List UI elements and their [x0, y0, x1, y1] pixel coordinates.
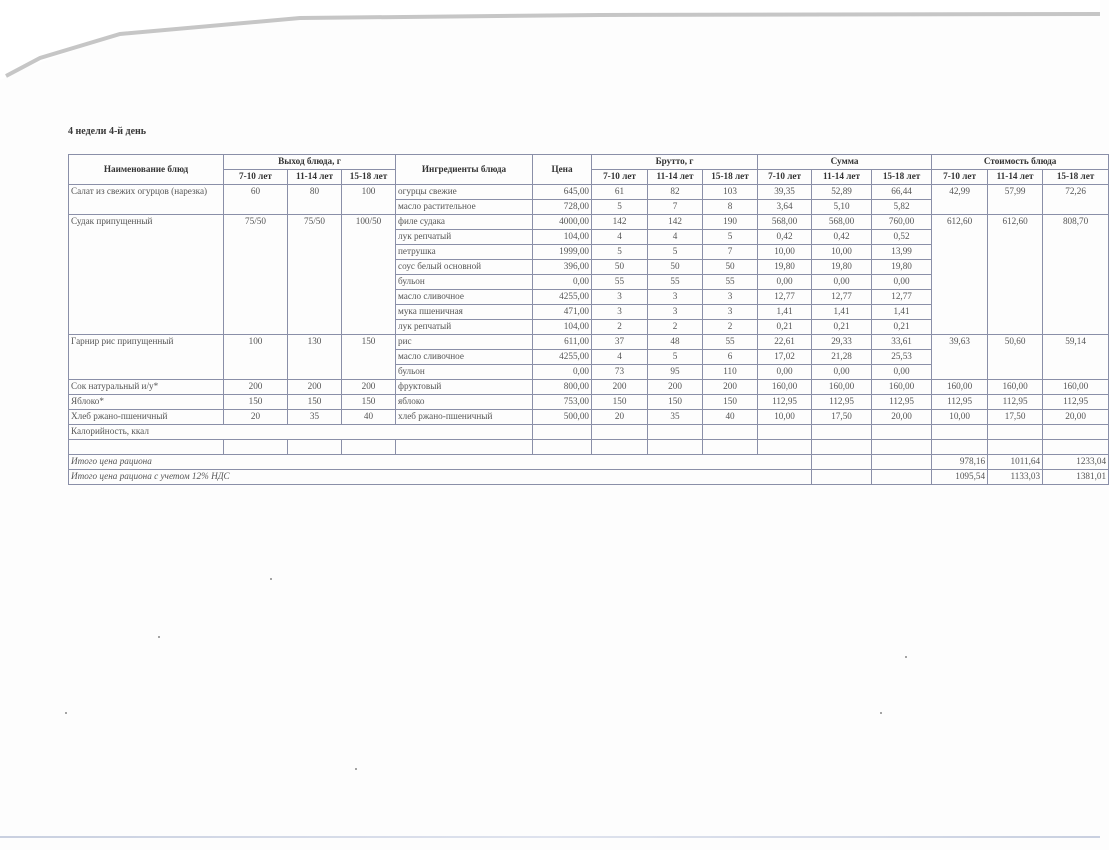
sum-cell: 19,80	[812, 260, 872, 275]
gross-cell: 55	[703, 335, 758, 350]
empty-row	[69, 440, 1109, 455]
cost-cell: 612,60	[932, 215, 988, 335]
age-header: 15-18 лет	[872, 170, 932, 185]
sum-cell: 568,00	[812, 215, 872, 230]
age-header: 11-14 лет	[812, 170, 872, 185]
gross-cell: 150	[648, 395, 703, 410]
gross-cell: 3	[703, 290, 758, 305]
sum-cell: 12,77	[758, 290, 812, 305]
sum-cell: 0,52	[872, 230, 932, 245]
table-row	[69, 335, 1109, 350]
total-vat-value: 1133,03	[988, 470, 1043, 485]
table-footer	[69, 425, 1109, 485]
gross-cell: 3	[648, 290, 703, 305]
gross-cell: 40	[703, 410, 758, 425]
sum-cell: 1,41	[872, 305, 932, 320]
yield-cell: 100	[224, 335, 288, 380]
gross-cell: 55	[648, 275, 703, 290]
sum-cell: 568,00	[758, 215, 812, 230]
sum-cell: 19,80	[872, 260, 932, 275]
age-header: 15-18 лет	[342, 170, 396, 185]
yield-cell: 75/50	[288, 215, 342, 335]
scan-speck	[65, 712, 67, 714]
table-row	[69, 410, 1109, 425]
cost-cell: 160,00	[1043, 380, 1109, 395]
cost-cell: 59,14	[1043, 335, 1109, 380]
sum-cell: 21,28	[812, 350, 872, 365]
gross-cell: 5	[592, 245, 648, 260]
table-body	[69, 185, 1109, 425]
gross-cell: 6	[703, 350, 758, 365]
cost-cell: 20,00	[1043, 410, 1109, 425]
ingredient-cell: лук репчатый	[396, 320, 533, 335]
ingredient-cell: филе судака	[396, 215, 533, 230]
total-value: 978,16	[932, 455, 988, 470]
table-row	[69, 380, 1109, 395]
sum-cell: 12,77	[812, 290, 872, 305]
price-cell: 645,00	[533, 185, 592, 200]
dish-name-cell: Судак припущенный	[69, 215, 224, 335]
price-cell: 800,00	[533, 380, 592, 395]
yield-cell: 150	[342, 395, 396, 410]
sum-cell: 5,82	[872, 200, 932, 215]
gross-cell: 7	[703, 245, 758, 260]
price-cell: 104,00	[533, 230, 592, 245]
gross-cell: 5	[592, 200, 648, 215]
cost-cell: 17,50	[988, 410, 1043, 425]
gross-cell: 103	[703, 185, 758, 200]
cost-cell: 112,95	[988, 395, 1043, 410]
sum-cell: 160,00	[758, 380, 812, 395]
yield-cell: 200	[288, 380, 342, 395]
gross-cell: 2	[648, 320, 703, 335]
header-yield: Выход блюда, г	[224, 155, 396, 170]
header-sum: Сумма	[758, 155, 932, 170]
header-price: Цена	[533, 155, 592, 185]
age-header: 15-18 лет	[1043, 170, 1109, 185]
gross-cell: 150	[592, 395, 648, 410]
sum-cell: 17,50	[812, 410, 872, 425]
ingredient-cell: яблоко	[396, 395, 533, 410]
sum-cell: 160,00	[872, 380, 932, 395]
price-cell: 0,00	[533, 365, 592, 380]
gross-cell: 4	[648, 230, 703, 245]
gross-cell: 95	[648, 365, 703, 380]
header-ingredients: Ингредиенты блюда	[396, 155, 533, 185]
price-cell: 4000,00	[533, 215, 592, 230]
gross-cell: 190	[703, 215, 758, 230]
gross-cell: 8	[703, 200, 758, 215]
cost-cell: 72,26	[1043, 185, 1109, 215]
yield-cell: 150	[288, 395, 342, 410]
total-value: 1233,04	[1043, 455, 1109, 470]
age-header: 7-10 лет	[592, 170, 648, 185]
ingredient-cell: бульон	[396, 275, 533, 290]
price-cell: 1999,00	[533, 245, 592, 260]
gross-cell: 37	[592, 335, 648, 350]
header-dish: Наименование блюд	[69, 155, 224, 185]
gross-cell: 3	[648, 305, 703, 320]
dish-name-cell: Гарнир рис припущенный	[69, 335, 224, 380]
dish-name-cell: Яблоко*	[69, 395, 224, 410]
yield-cell: 200	[342, 380, 396, 395]
gross-cell: 50	[648, 260, 703, 275]
yield-cell: 130	[288, 335, 342, 380]
price-cell: 753,00	[533, 395, 592, 410]
total-vat-row	[69, 470, 1109, 485]
gross-cell: 5	[648, 350, 703, 365]
total-row	[69, 455, 1109, 470]
gross-cell: 2	[703, 320, 758, 335]
cost-cell: 42,99	[932, 185, 988, 215]
sum-cell: 0,00	[872, 365, 932, 380]
total-vat-value: 1095,54	[932, 470, 988, 485]
dish-name-cell: Сок натуральный и/у*	[69, 380, 224, 395]
sum-cell: 3,64	[758, 200, 812, 215]
yield-cell: 60	[224, 185, 288, 215]
menu-table	[68, 154, 1109, 485]
sum-cell: 20,00	[872, 410, 932, 425]
sum-cell: 0,00	[812, 275, 872, 290]
sum-cell: 1,41	[758, 305, 812, 320]
price-cell: 4255,00	[533, 290, 592, 305]
table-row	[69, 185, 1109, 200]
sum-cell: 25,53	[872, 350, 932, 365]
header-cost: Стоимость блюда	[932, 155, 1109, 170]
scan-speck	[158, 636, 160, 638]
ingredient-cell: масло сливочное	[396, 290, 533, 305]
gross-cell: 4	[592, 350, 648, 365]
gross-cell: 200	[703, 380, 758, 395]
sum-cell: 0,21	[812, 320, 872, 335]
gross-cell: 200	[648, 380, 703, 395]
sum-cell: 112,95	[812, 395, 872, 410]
cost-cell: 10,00	[932, 410, 988, 425]
cost-cell: 57,99	[988, 185, 1043, 215]
sum-cell: 0,42	[758, 230, 812, 245]
gross-cell: 35	[648, 410, 703, 425]
gross-cell: 4	[592, 230, 648, 245]
sum-cell: 52,89	[812, 185, 872, 200]
price-cell: 611,00	[533, 335, 592, 350]
total-label: Итого цена рациона	[69, 455, 812, 470]
ingredient-cell: лук репчатый	[396, 230, 533, 245]
total-value: 1011,64	[988, 455, 1043, 470]
table-header	[69, 155, 1109, 185]
sum-cell: 1,41	[812, 305, 872, 320]
ingredient-cell: соус белый основной	[396, 260, 533, 275]
gross-cell: 55	[703, 275, 758, 290]
price-cell: 4255,00	[533, 350, 592, 365]
scan-edge	[0, 836, 1100, 838]
ingredient-cell: огурцы свежие	[396, 185, 533, 200]
gross-cell: 3	[592, 305, 648, 320]
cost-cell: 160,00	[932, 380, 988, 395]
total-vat-value: 1381,01	[1043, 470, 1109, 485]
gross-cell: 150	[703, 395, 758, 410]
calorie-row	[69, 425, 1109, 440]
cost-cell: 112,95	[1043, 395, 1109, 410]
sum-cell: 760,00	[872, 215, 932, 230]
yield-cell: 35	[288, 410, 342, 425]
yield-cell: 20	[224, 410, 288, 425]
gross-cell: 142	[648, 215, 703, 230]
age-header: 11-14 лет	[288, 170, 342, 185]
sum-cell: 0,00	[812, 365, 872, 380]
gross-cell: 5	[648, 245, 703, 260]
ingredient-cell: фруктовый	[396, 380, 533, 395]
gross-cell: 2	[592, 320, 648, 335]
sum-cell: 33,61	[872, 335, 932, 350]
age-header: 15-18 лет	[703, 170, 758, 185]
ingredient-cell: масло растительное	[396, 200, 533, 215]
sum-cell: 0,42	[812, 230, 872, 245]
page-title: 4 недели 4-й день	[68, 126, 147, 137]
gross-cell: 3	[703, 305, 758, 320]
sum-cell: 29,33	[812, 335, 872, 350]
dish-name-cell: Салат из свежих огурцов (нарезка)	[69, 185, 224, 215]
ingredient-cell: рис	[396, 335, 533, 350]
gross-cell: 61	[592, 185, 648, 200]
age-header: 7-10 лет	[224, 170, 288, 185]
table-row	[69, 215, 1109, 230]
ingredient-cell: масло сливочное	[396, 350, 533, 365]
sum-cell: 112,95	[758, 395, 812, 410]
sum-cell: 5,10	[812, 200, 872, 215]
yield-cell: 40	[342, 410, 396, 425]
gross-cell: 50	[592, 260, 648, 275]
gross-cell: 7	[648, 200, 703, 215]
sum-cell: 0,00	[872, 275, 932, 290]
price-cell: 104,00	[533, 320, 592, 335]
sum-cell: 10,00	[812, 245, 872, 260]
sum-cell: 19,80	[758, 260, 812, 275]
header-gross: Брутто, г	[592, 155, 758, 170]
gross-cell: 50	[703, 260, 758, 275]
yield-cell: 150	[342, 335, 396, 380]
cost-cell: 808,70	[1043, 215, 1109, 335]
cost-cell: 612,60	[988, 215, 1043, 335]
ingredient-cell: петрушка	[396, 245, 533, 260]
total-vat-label: Итого цена рациона с учетом 12% НДС	[69, 470, 812, 485]
yield-cell: 200	[224, 380, 288, 395]
cost-cell: 160,00	[988, 380, 1043, 395]
age-header: 7-10 лет	[758, 170, 812, 185]
age-header: 11-14 лет	[988, 170, 1043, 185]
sum-cell: 0,00	[758, 365, 812, 380]
cost-cell: 39,63	[932, 335, 988, 380]
gross-cell: 48	[648, 335, 703, 350]
sum-cell: 17,02	[758, 350, 812, 365]
yield-cell: 80	[288, 185, 342, 215]
price-cell: 728,00	[533, 200, 592, 215]
age-header: 7-10 лет	[932, 170, 988, 185]
cost-cell: 112,95	[932, 395, 988, 410]
price-cell: 0,00	[533, 275, 592, 290]
table-row	[69, 395, 1109, 410]
dish-name-cell: Хлеб ржано-пшеничный	[69, 410, 224, 425]
gross-cell: 20	[592, 410, 648, 425]
cost-cell: 50,60	[988, 335, 1043, 380]
ingredient-cell: хлеб ржано-пшеничный	[396, 410, 533, 425]
price-cell: 500,00	[533, 410, 592, 425]
gross-cell: 5	[703, 230, 758, 245]
price-cell: 471,00	[533, 305, 592, 320]
gross-cell: 55	[592, 275, 648, 290]
scan-corner-shadow	[0, 0, 1100, 90]
sum-cell: 10,00	[758, 245, 812, 260]
yield-cell: 100/50	[342, 215, 396, 335]
scan-speck	[905, 656, 907, 658]
gross-cell: 73	[592, 365, 648, 380]
sum-cell: 0,21	[758, 320, 812, 335]
sum-cell: 13,99	[872, 245, 932, 260]
sum-cell: 66,44	[872, 185, 932, 200]
sum-cell: 12,77	[872, 290, 932, 305]
sum-cell: 0,21	[872, 320, 932, 335]
sum-cell: 10,00	[758, 410, 812, 425]
price-cell: 396,00	[533, 260, 592, 275]
calorie-label: Калорийность, ккал	[69, 425, 533, 440]
sum-cell: 22,61	[758, 335, 812, 350]
yield-cell: 100	[342, 185, 396, 215]
scan-speck	[355, 768, 357, 770]
gross-cell: 142	[592, 215, 648, 230]
sum-cell: 0,00	[758, 275, 812, 290]
sum-cell: 160,00	[812, 380, 872, 395]
yield-cell: 75/50	[224, 215, 288, 335]
gross-cell: 110	[703, 365, 758, 380]
sum-cell: 39,35	[758, 185, 812, 200]
gross-cell: 200	[592, 380, 648, 395]
ingredient-cell: мука пшеничная	[396, 305, 533, 320]
sum-cell: 112,95	[872, 395, 932, 410]
scan-speck	[270, 578, 272, 580]
yield-cell: 150	[224, 395, 288, 410]
age-header: 11-14 лет	[648, 170, 703, 185]
scan-speck	[880, 712, 882, 714]
gross-cell: 3	[592, 290, 648, 305]
gross-cell: 82	[648, 185, 703, 200]
ingredient-cell: бульон	[396, 365, 533, 380]
